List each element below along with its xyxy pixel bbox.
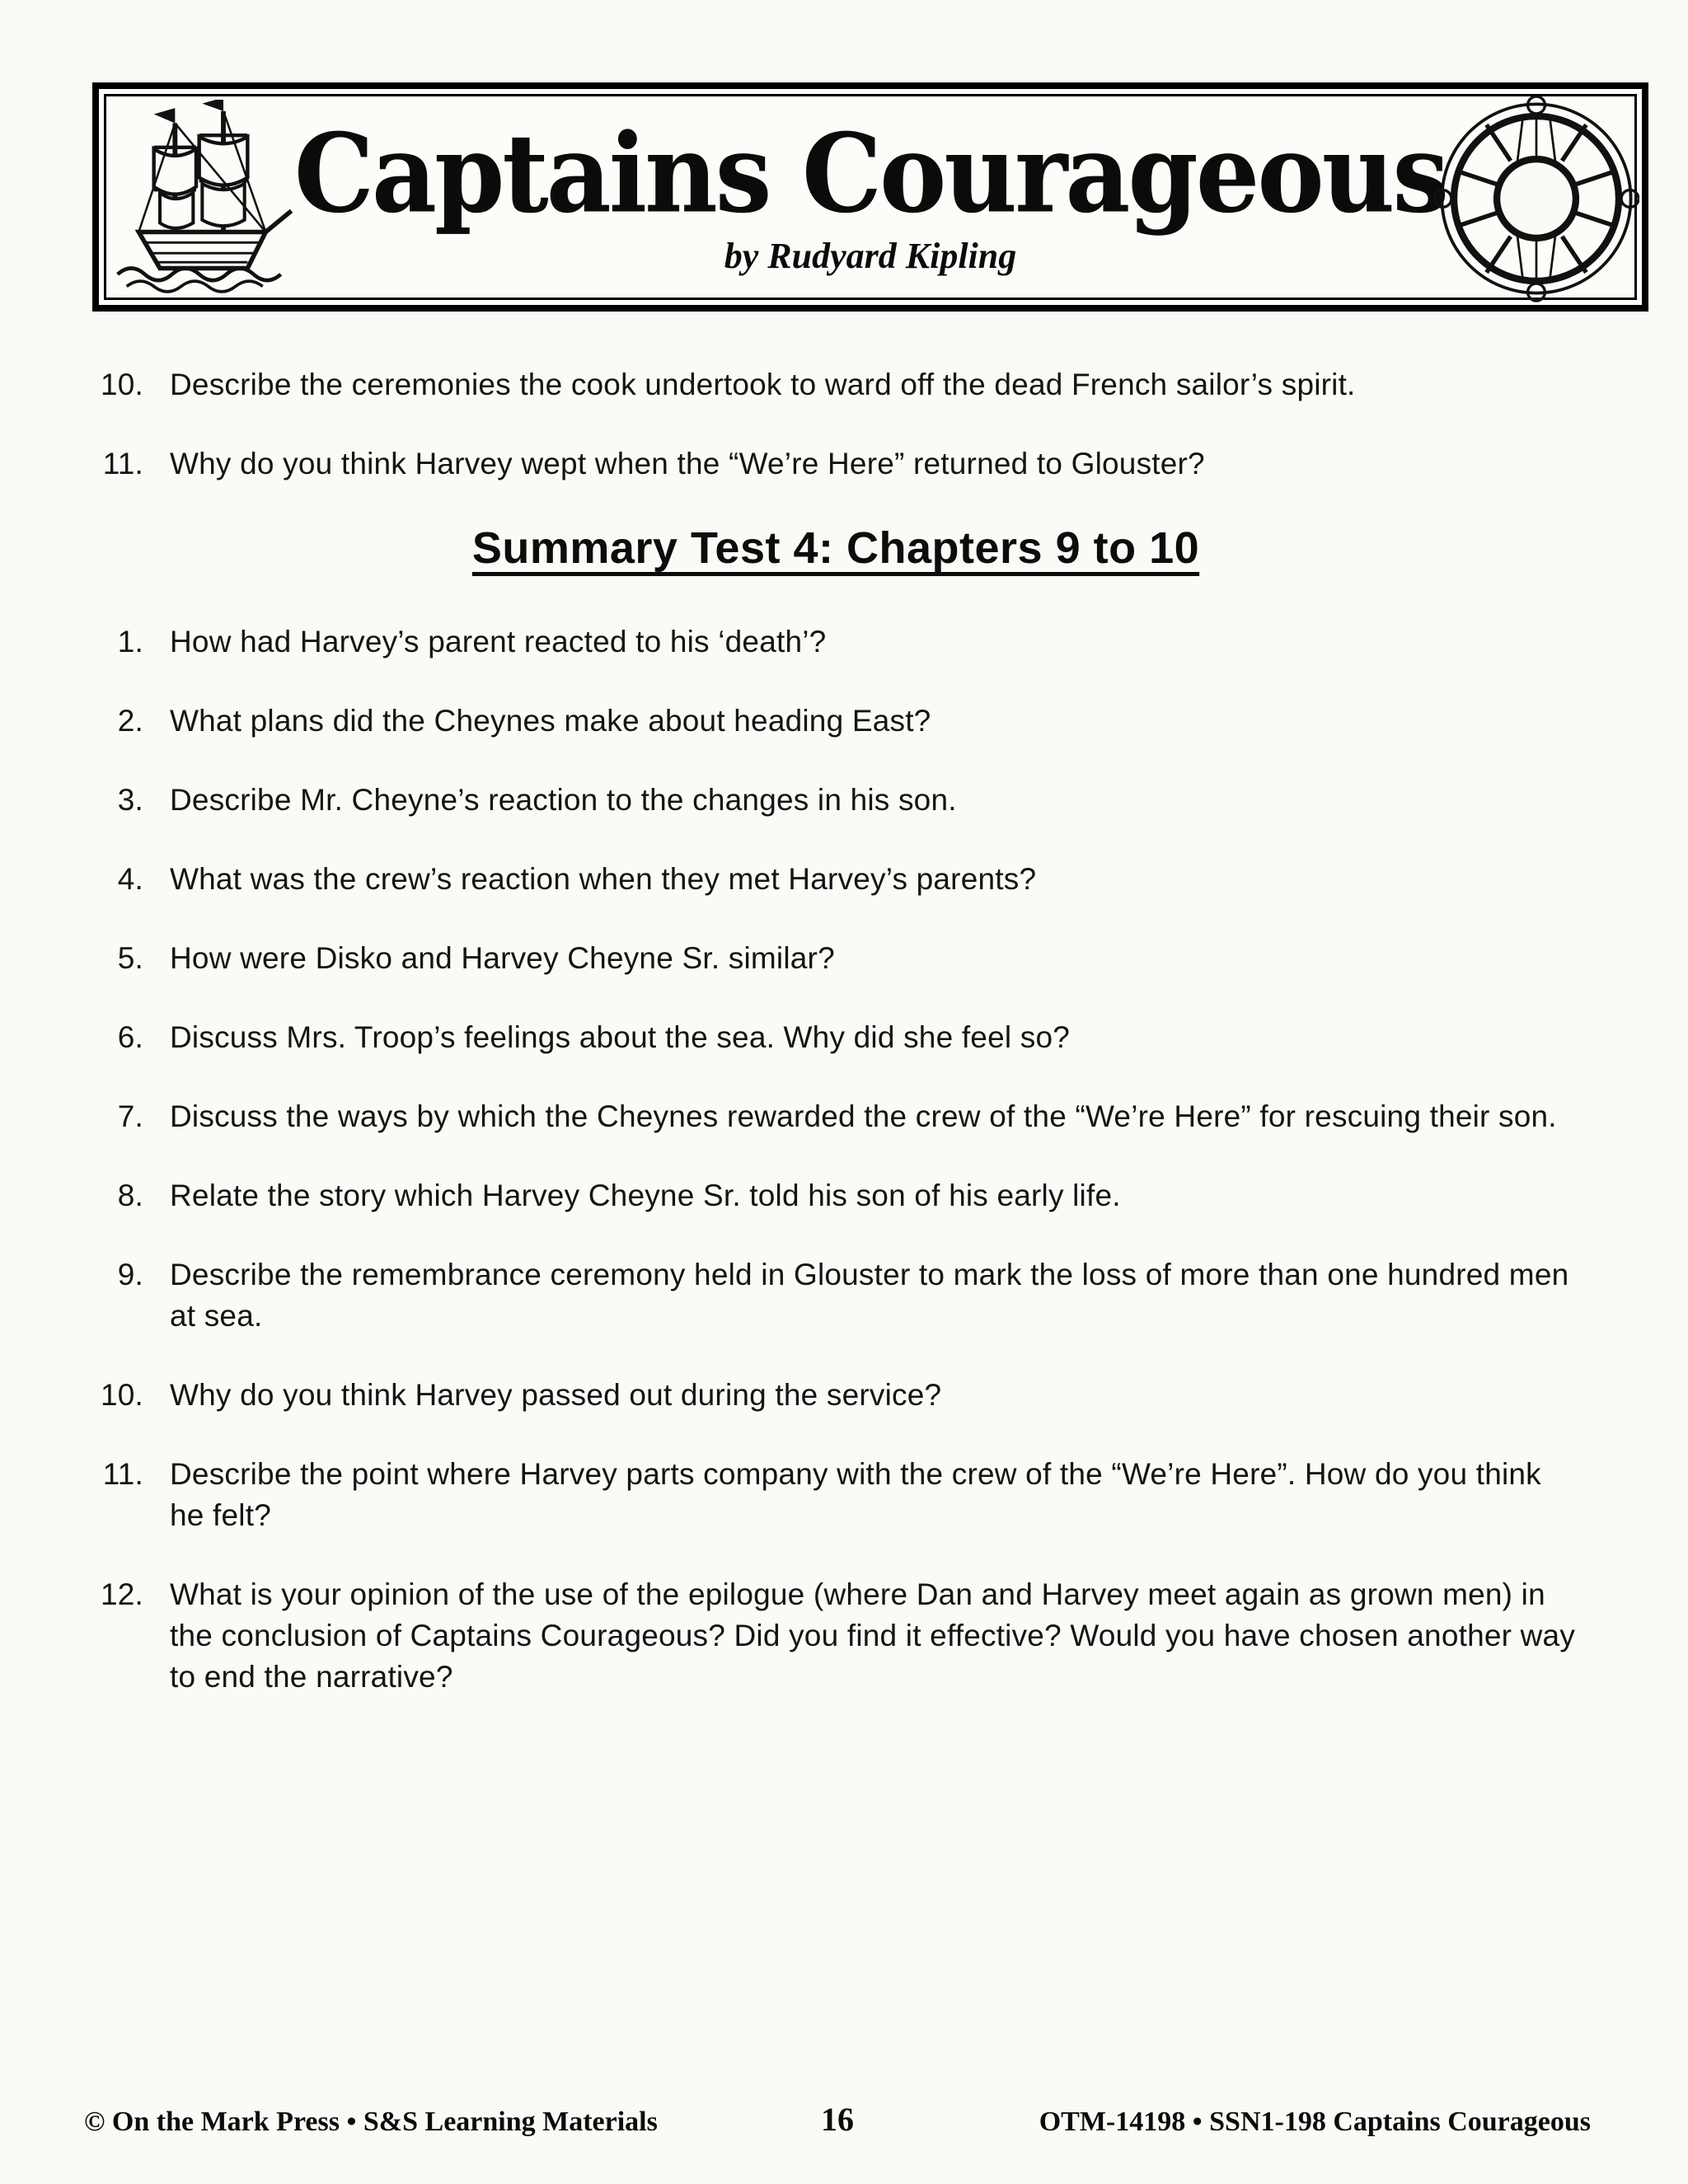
page-title: Captains Courageous <box>293 108 1447 237</box>
header-inner <box>104 94 1637 300</box>
question-number: 7. <box>117 1099 143 1133</box>
question-text: How had Harvey’s parent reacted to his ‘death’? <box>170 625 827 658</box>
question-text: Why do you think Harvey passed out during the service? <box>170 1378 942 1412</box>
question-text: What was the crew’s reaction when they met Harvey’s parents? <box>170 862 1037 896</box>
byline: by Rudyard Kipling <box>724 235 1017 276</box>
question-number: 1. <box>117 625 143 658</box>
question-number: 12. <box>100 1577 143 1611</box>
question-text: What is your opinion of the use of the epilogue (where Dan and Harvey meet again as grown men) in the conclusion of Captains Courageous? Did you find it effective? Would you have chosen another way to end the narrative? <box>170 1577 1576 1694</box>
question-text: Discuss the ways by which the Cheynes rewarded the crew of the “We’re Here” for rescuing their son. <box>170 1099 1557 1133</box>
question-item <box>89 1574 1582 1698</box>
header-frame <box>92 82 1648 312</box>
question-text: Why do you think Harvey wept when the “We’re Here” returned to Glouster? <box>170 447 1205 480</box>
question-text: Relate the story which Harvey Cheyne Sr. told his son of his early life. <box>170 1179 1121 1212</box>
question-number: 9. <box>117 1258 143 1291</box>
question-text: Describe the ceremonies the cook undertook to ward off the dead French sailor’s spirit. <box>170 368 1356 401</box>
question-item <box>89 780 1582 821</box>
question-text: How were Disko and Harvey Cheyne Sr. similar? <box>170 941 835 975</box>
question-item <box>89 1254 1582 1337</box>
question-item <box>89 701 1582 742</box>
question-number: 3. <box>117 783 143 817</box>
ship-icon <box>115 100 296 301</box>
page-number: 16 <box>821 2101 854 2138</box>
footer-catalog: OTM-14198 • SSN1-198 Captains Courageous <box>1039 2107 1591 2137</box>
question-item <box>89 938 1582 979</box>
question-item <box>89 1175 1582 1216</box>
question-number: 4. <box>117 862 143 896</box>
lifebuoy-icon <box>1433 90 1639 307</box>
question-number: 11. <box>102 447 143 480</box>
question-item <box>89 443 1582 485</box>
question-number: 6. <box>117 1020 143 1054</box>
question-item <box>89 1017 1582 1058</box>
question-number: 10. <box>100 368 143 401</box>
question-number: 10. <box>100 1378 143 1412</box>
question-item <box>89 364 1582 405</box>
question-number: 2. <box>117 704 143 738</box>
question-item <box>89 1096 1582 1137</box>
section-heading: Summary Test 4: Chapters 9 to 10 <box>471 523 1200 573</box>
page-footer <box>84 2100 1591 2139</box>
worksheet-content <box>89 364 1582 1736</box>
question-item <box>89 1375 1582 1416</box>
question-text: Describe the remembrance ceremony held in Glouster to mark the loss of more than one hundred men at sea. <box>170 1258 1569 1333</box>
question-number: 8. <box>117 1179 143 1212</box>
question-item <box>89 621 1582 663</box>
question-text: What plans did the Cheynes make about heading East? <box>170 704 931 738</box>
footer-publisher: © On the Mark Press • S&S Learning Materials <box>84 2107 658 2137</box>
question-item <box>89 1454 1582 1536</box>
question-number: 11. <box>102 1457 143 1491</box>
question-text: Describe the point where Harvey parts company with the crew of the “We’re Here”. How do you think he felt? <box>170 1457 1541 1532</box>
question-text: Describe Mr. Cheyne’s reaction to the changes in his son. <box>170 783 957 817</box>
question-item <box>89 859 1582 900</box>
question-text: Discuss Mrs. Troop’s feelings about the sea. Why did she feel so? <box>170 1020 1071 1054</box>
question-number: 5. <box>117 941 143 975</box>
